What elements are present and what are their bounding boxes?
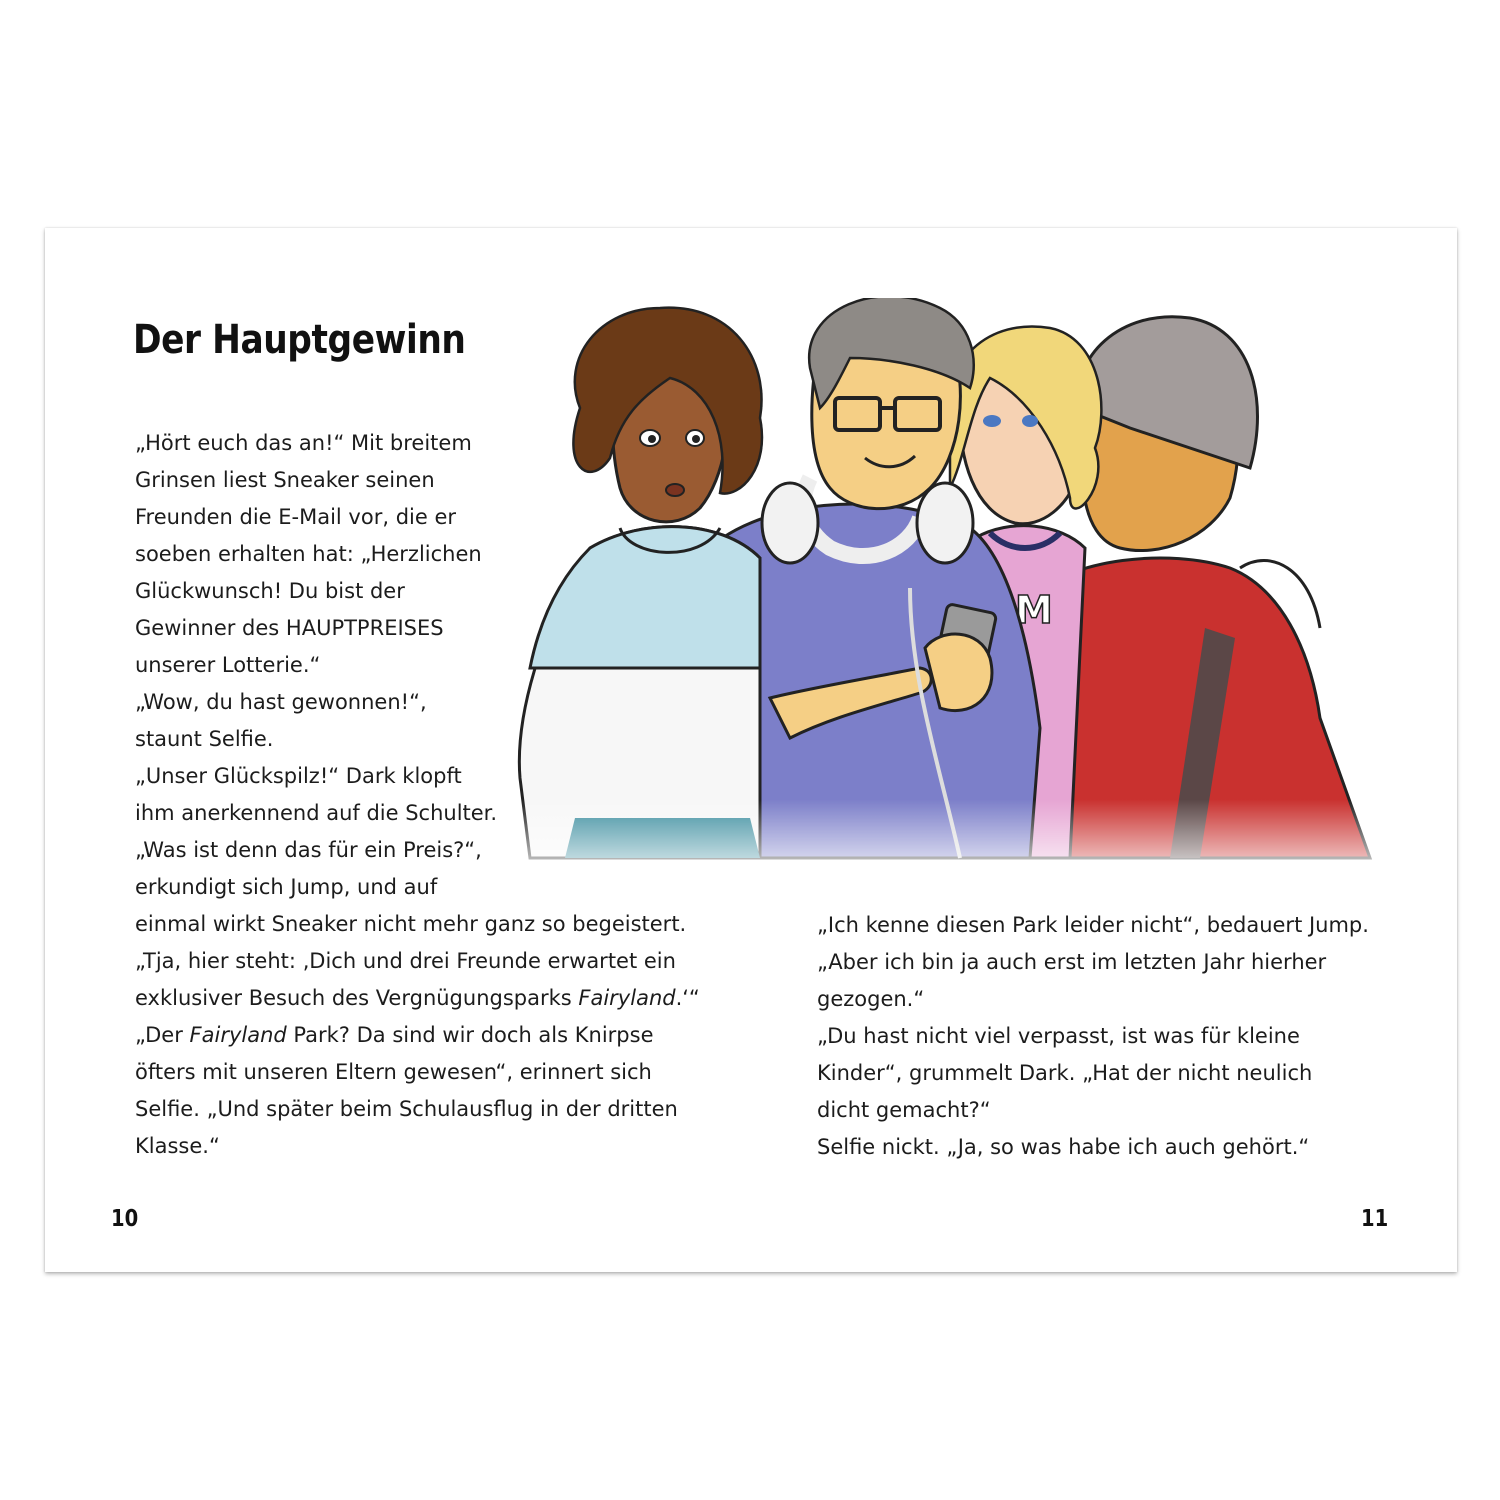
text-segment: .‘“ [675, 986, 700, 1010]
text-line: „Was ist denn das für ein Preis?“, [135, 838, 482, 862]
text-line: erkundigt sich Jump, und auf [135, 875, 438, 899]
text-line: Grinsen liest Sneaker seinen [135, 468, 435, 492]
text-line: „Unser Glückspilz!“ Dark klopft [135, 764, 462, 788]
text-line: „Tja, hier steht: ‚Dich und drei Freunde erwartet ein [135, 949, 676, 973]
text-line: Gewinner des HAUPTPREISES [135, 616, 444, 640]
text-line: staunt Selfie. [135, 727, 274, 751]
park-name: Fairyland [578, 986, 676, 1010]
text-line: öfters mit unseren Eltern gewesen“, erinnert sich [135, 1060, 652, 1084]
chapter-title: Der Hauptgewinn [133, 317, 466, 363]
text-line: „Aber ich bin ja auch erst im letzten Jahr hierher [817, 950, 1327, 974]
text-line: Selfie. „Und später beim Schulausflug in der dritten [135, 1097, 678, 1121]
text-line: Freunden die E-Mail vor, die er [135, 505, 457, 529]
text-segment: exklusiver Besuch des Vergnügungsparks [135, 986, 579, 1010]
right-page-text [817, 907, 1369, 1166]
park-name: Fairyland [189, 1023, 287, 1047]
text-line: „Ich kenne diesen Park leider nicht“, bedauert Jump. [817, 913, 1369, 937]
text-line: Klasse.“ [135, 1134, 220, 1158]
text-line [135, 980, 700, 1017]
text-line: gezogen.“ [817, 987, 925, 1011]
page-number-right: 11 [1361, 1206, 1389, 1232]
text-line: „Wow, du hast gewonnen!“, [135, 690, 427, 714]
text-line: unserer Lotterie.“ [135, 653, 321, 677]
book-spread [45, 228, 1457, 1272]
text-line: Selfie nickt. „Ja, so was habe ich auch gehört.“ [817, 1135, 1310, 1159]
text-line: ihm anerkennend auf die Schulter. [135, 801, 498, 825]
text-line: „Hört euch das an!“ Mit breitem [135, 431, 472, 455]
text-line: Glückwunsch! Du bist der [135, 579, 405, 603]
text-line [135, 1017, 700, 1054]
text-line: Kinder“, grummelt Dark. „Hat der nicht neulich [817, 1061, 1313, 1085]
text-line: „Du hast nicht viel verpasst, ist was für kleine [817, 1024, 1300, 1048]
text-segment: „Der [135, 1023, 190, 1047]
text-line: einmal wirkt Sneaker nicht mehr ganz so begeistert. [135, 912, 687, 936]
text-segment: Park? Da sind wir doch als Knirpse [286, 1023, 654, 1047]
page-number-left: 10 [111, 1206, 139, 1232]
text-line: dicht gemacht?“ [817, 1098, 991, 1122]
left-page-text [135, 425, 700, 1165]
text-line: soeben erhalten hat: „Herzlichen [135, 542, 482, 566]
